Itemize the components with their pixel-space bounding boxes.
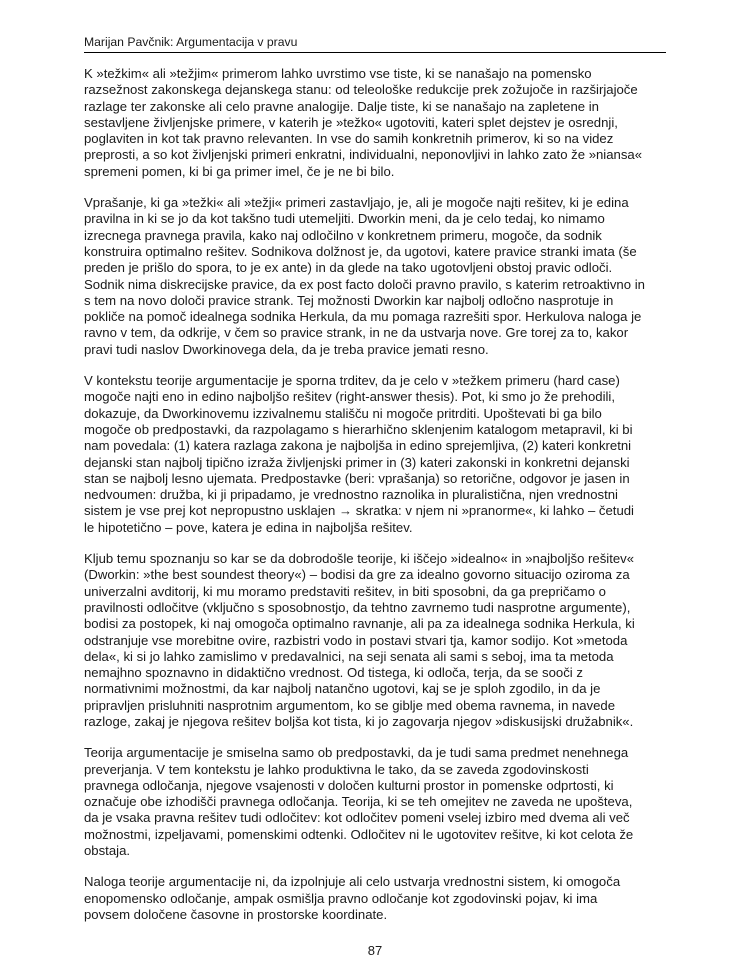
text-line: preverjanja. V tem kontekstu je lahko produktivna le tako, da se zaveda zgodovinskosti xyxy=(84,761,589,777)
text-line: pravilnosti odločitve (vključno s sposobnostjo, da tehtno zavrnemo tudi nasprotne argumente), xyxy=(84,599,631,615)
paragraph xyxy=(84,551,684,730)
text-line: da je vsaka pravna rešitev tudi odločitev: kot odločitev pomeni vselej izbiro med dvema ali več xyxy=(84,810,630,826)
running-title: Marijan Pavčnik: Argumentacija v pravu xyxy=(84,35,298,49)
text-line: poglaviten in kot tak pravno relevanten. In vse do samih konkretnih primerov, ki so na videz xyxy=(84,131,614,147)
text-line: dokazuje, da Dworkinovemu izzivalnemu stališču ni mogoče pritrditi. Upoštevati bi ga bilo xyxy=(84,405,602,421)
text-line: mogoče ob predpostavki, da razpolagamo s hierarhično sklenjenim katalogom metapravil, ki bi xyxy=(84,421,633,437)
text-line: le hipotetično – pove, katera je edina in najboljša rešitev. xyxy=(84,519,413,535)
text-line: nedvoumen: družba, ki ji pripadamo, je vrednostno raznolika in pluralistična, njen vrednostni xyxy=(84,487,618,503)
text-line: označuje obe izhodišči pravnega odločanja. Teorija, ki se teh omejitev ne zaveda ne upošteva, xyxy=(84,794,633,810)
page-number: 87 xyxy=(367,943,383,959)
text-line: pravi tudi naslov Dworkinovega dela, da je treba pravice jemati resno. xyxy=(84,341,489,357)
paragraph xyxy=(84,195,684,358)
text-line: pravnega odločanja, njegove vsajenosti v določen kulturni prostor in pomenske odprtosti, ki xyxy=(84,777,614,793)
text-line: možnostmi, izpeljavami, pomenskimi odtenki. Odločitev ni le ugotovitev rešitve, ki kot celota že xyxy=(84,826,634,842)
text-line: dela«, ki si jo lahko zamislimo v predavalnici, na seji senata ali sami s seboj, ima ta metoda xyxy=(84,648,614,664)
text-line: (Dworkin: »the best soundest theory«) – bodisi da gre za idealno govorno situacijo oziroma za xyxy=(84,567,630,583)
text-line: K »težkim« ali »težjim« primerom lahko uvrstimo vse tiste, ki se nanašajo na pomensko xyxy=(84,66,592,81)
text-line: povsem določene časovne in prostorske koordinate. xyxy=(84,906,388,922)
text-line: dejanski stan najbolj tipično izraža življenjski primer in (3) kateri zakonski in konkretni dejanski xyxy=(84,454,630,470)
text-line: sistem je vse prej kot nepropustno usklajen → skratka: v njem ni »pranorme«, ki lahko – četudi xyxy=(84,503,634,519)
text-line: s tem na novo določi pravice strank. Tej možnosti Dworkin kar najbolj odločno nasprotuje in xyxy=(84,292,614,308)
text-line: Naloga teorije argumentacije ni, da izpolnjuje ali celo ustvarja vrednostni sistem, ki omogoča xyxy=(84,874,621,890)
text-line: V kontekstu teorije argumentacije je sporna trditev, da je celo v »težkem primeru (hard case) xyxy=(84,373,620,389)
text-line: Teorija argumentacije je smiselna samo ob predpostavki, da je tudi sama predmet nenehnega xyxy=(84,745,629,761)
text-line: Sodnik nima diskrecijske pravice, da ex post facto določi pravno pravilo, s katerim retroaktivno in xyxy=(84,276,645,292)
text-line: mogoče najti eno in edino najboljšo rešitev (right-answer thesis). Pot, ki smo jo že prehodili, xyxy=(84,389,615,405)
text-line: nemajhno spoznavno in didaktično vrednost. Od tistega, ki odloča, terja, da se sooči z xyxy=(84,665,583,681)
text-line: pripravljen prisluhniti nasprotnim argumentom, ko se giblje med obema ravnema, in navede xyxy=(84,697,616,713)
text-line: Kljub temu spoznanju so kar se da dobrodošle teorije, ki iščejo »idealno« in »najboljšo rešitev« xyxy=(84,551,635,567)
text-line: konstruira optimalno rešitev. Sodnikova dolžnost je, da ugotovi, katere pravice stranki imata (še xyxy=(84,243,637,259)
text-line: preden je prišlo do spora, to je ex ante) in da glede na tako ugotovljeni obstoj pravic odloči. xyxy=(84,260,613,276)
text-line: sestavljene življenjske primere, v katerih je »težko« ugotoviti, kateri splet dejstev je osrednji, xyxy=(84,114,618,130)
text-line: enopomensko odločanje, ampak osmišlja pravno odločanje kot zgodovinski pojav, ki ima xyxy=(84,890,598,906)
text-line: normativnimi možnostmi, da kar najbolj natančno ugotovi, kaj se je sploh zgodilo, in da je xyxy=(84,681,601,697)
paragraph xyxy=(84,874,684,923)
text-line: ravno v tem, da odkrije, v čem so pravice strank, in ne da ustvarja nove. Gre torej za to, kakor xyxy=(84,325,629,341)
text-line: nam povedala: (1) katera razlaga zakona je najboljša in edino sprejemljiva, (2) kateri konkretni xyxy=(84,438,632,454)
paragraph xyxy=(84,373,684,536)
text-line: obstaja. xyxy=(84,843,131,859)
text-line: razlage ter zakonske ali celo pravne analogije. Dalje tiste, ki se nanašajo na zapletene in xyxy=(84,98,599,114)
text-line: spremeni pomen, ki bi ga primer imel, če je ne bi bilo. xyxy=(84,163,395,179)
text-line: odstranjuje vse morebitne ovire, razbistri vodo in postavi stvari tja, kamor sodijo. Kot »metoda xyxy=(84,632,628,648)
paragraph xyxy=(84,66,684,180)
text-line: razloge, zakaj je njegova rešitev boljša kot tista, ki jo zagovarja njegov »diskusijski družabnik«. xyxy=(84,713,634,729)
text-line: stan se najbolj lesno ujemata. Predpostavke (beri: vprašanja) so retorične, odgovor je jasen in xyxy=(84,470,630,486)
text-line: pokliče na pomoč idealnega sodnika Herkula, da mu pomaga razrešiti spor. Herkulova naloga je xyxy=(84,309,642,325)
text-line: univerzalni avditorij, ki mu moramo predstaviti rešitev, in biti sposobni, da ga prepričamo o xyxy=(84,583,606,599)
document-body xyxy=(84,66,684,923)
text-line: pravilna in ki se jo da kot takšno tudi utemeljiti. Dworkin meni, da je celo tedaj, ko nimamo xyxy=(84,211,605,227)
text-line: bodisi za postopek, ki naj omogoča optimalno ravnanje, ali pa za idealnega sodnika Herkula, ki xyxy=(84,616,635,632)
text-line: razsežnost zakonskega dejanskega stanu: od teleološke redukcije prek zožujoče in razširjajoče xyxy=(84,82,638,98)
paragraph xyxy=(84,745,684,859)
running-header xyxy=(84,35,666,53)
text-line: preprosti, a so kot življenjski primeri enkratni, individualni, neponovljivi in lahko zato že »niansa« xyxy=(84,147,643,163)
text-line: Vprašanje, ki ga »težki« ali »težji« primeri zastavljajo, je, ali je mogoče najti rešitev, ki je edina xyxy=(84,195,629,211)
text-line: izrecnega pravnega pravila, kako naj odločilno v konkretnem primeru, mogoče, da sodnik xyxy=(84,227,602,243)
